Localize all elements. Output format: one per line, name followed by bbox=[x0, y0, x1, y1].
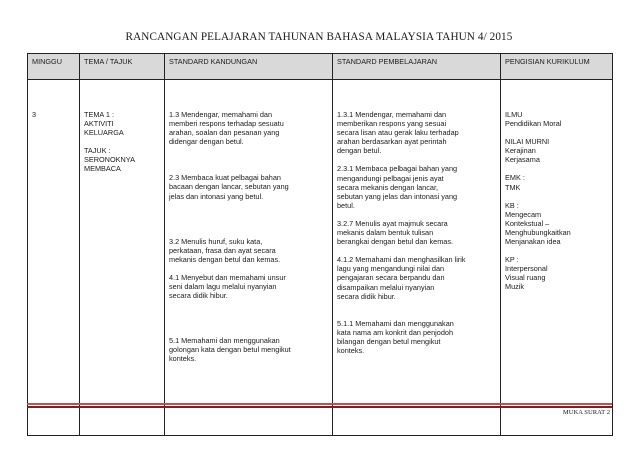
minggu-value: 3 bbox=[32, 110, 37, 119]
sk-line: perkataan, frasa dan ayat secara bbox=[169, 245, 276, 255]
sp-line: dengan betul. bbox=[337, 146, 382, 156]
sk-line: 5.1 Memahami dan menggunakan bbox=[169, 336, 280, 346]
pk-line: Visual ruang bbox=[505, 273, 546, 283]
pk-line: Kerjasama bbox=[505, 155, 540, 165]
cell-minggu bbox=[28, 80, 80, 436]
page-number: MUKA SURAT 2 bbox=[562, 409, 610, 416]
sk-item-1 bbox=[169, 110, 328, 146]
pk-line: EMK : bbox=[505, 173, 525, 183]
sp-item-2 bbox=[337, 164, 496, 209]
pk-line: Menghubungkaitkan bbox=[505, 227, 571, 237]
sp-line: secara mekanis dengan lancar, bbox=[337, 182, 439, 192]
sp-line: 1.3.1 Mendengar, memahami dan bbox=[337, 110, 447, 119]
tajuk-line: SERONOKNYA bbox=[84, 154, 135, 164]
pk-line: Mengecam bbox=[505, 209, 542, 219]
pk-line: KB : bbox=[505, 200, 519, 210]
tajuk-line: TAJUK : bbox=[84, 145, 111, 155]
cell-standard-kandungan bbox=[165, 80, 333, 436]
sk-line: seni dalam lagu melalui nyanyian bbox=[169, 282, 277, 292]
tema-line: TEMA 1 : bbox=[84, 110, 115, 119]
sk-line: 4.1 Menyebut dan memahami unsur bbox=[169, 272, 286, 282]
footer-rule-bottom bbox=[27, 406, 612, 408]
sp-line: disampaikan melalui nyanyian bbox=[337, 282, 435, 292]
page-title: RANCANGAN PELAJARAN TAHUNAN BAHASA MALAYSIA TAHUN 4/ 2015 bbox=[125, 31, 513, 43]
pk-item-kb bbox=[505, 201, 608, 246]
sk-item-2 bbox=[169, 173, 328, 200]
sk-line: golongan kata dengan betul mengikut bbox=[169, 345, 291, 355]
sk-item-5 bbox=[169, 336, 328, 363]
sp-line: 3.2.7 Menulis ayat majmuk secara bbox=[337, 218, 448, 228]
pk-line: Menjanakan idea bbox=[505, 237, 561, 247]
sp-item-1 bbox=[337, 110, 496, 155]
tajuk-line: MEMBACA bbox=[84, 163, 121, 173]
sk-line: jelas dan intonasi yang betul. bbox=[169, 191, 264, 201]
table-row bbox=[28, 80, 613, 436]
sp-line: lagu yang mengandungi nilai dan bbox=[337, 264, 445, 274]
header-tema-tajuk: TEMA / TAJUK bbox=[80, 54, 165, 80]
sk-line: bacaan dengan lancar, sebutan yang bbox=[169, 182, 289, 192]
sp-line: 2.3.1 Membaca pelbagai bahan yang bbox=[337, 164, 458, 174]
table-header-row bbox=[28, 54, 613, 80]
pk-item-nilai-murni bbox=[505, 137, 608, 164]
tema-line: KELUARGA bbox=[84, 128, 124, 138]
sp-line: secara didik hibur. bbox=[337, 291, 396, 301]
sp-line: konteks. bbox=[337, 345, 365, 355]
sk-line: memberi respons terhadap sesuatu bbox=[169, 119, 284, 129]
sk-line: 1.3 Mendengar, memahami dan bbox=[169, 110, 273, 119]
sp-item-4 bbox=[337, 255, 496, 300]
pk-line: ILMU bbox=[505, 110, 523, 119]
pk-item-kp bbox=[505, 255, 608, 291]
pk-line: Interpersonal bbox=[505, 264, 548, 274]
pk-line: NILAI MURNI bbox=[505, 137, 550, 147]
pk-line: TMK bbox=[505, 182, 521, 192]
sk-line: arahan, soalan dan pesanan yang bbox=[169, 128, 280, 138]
sk-item-3 bbox=[169, 237, 328, 264]
sk-line: 2.3 Membaca kuat pelbagai bahan bbox=[169, 173, 281, 183]
sp-line: mekanis dalam bentuk tulisan bbox=[337, 228, 434, 238]
header-standard-kandungan: STANDARD KANDUNGAN bbox=[165, 54, 333, 80]
sp-line: 4.1.2 Memahami dan menghasilkan lirik bbox=[337, 255, 466, 265]
pk-item-emk bbox=[505, 173, 608, 191]
sk-item-4 bbox=[169, 273, 328, 300]
header-minggu: MINGGU bbox=[28, 54, 80, 80]
cell-pengisian-kurikulum bbox=[501, 80, 613, 436]
pk-line: Kontekstual – bbox=[505, 218, 550, 228]
sp-item-5 bbox=[337, 319, 496, 355]
pk-line: Pendidikan Moral bbox=[505, 119, 562, 129]
footer-rule-top bbox=[27, 403, 612, 405]
sp-line: betul. bbox=[337, 200, 355, 210]
sp-line: bilangan dengan betul mengikut bbox=[337, 336, 441, 346]
sk-line: mekanis dengan betul dan kemas. bbox=[169, 254, 281, 264]
lesson-plan-table bbox=[27, 53, 613, 436]
sp-line: pengajaran secara berpandu dan bbox=[337, 273, 445, 283]
sp-item-3 bbox=[337, 219, 496, 246]
sp-line: secara lisan atau gerak laku terhadap bbox=[337, 128, 459, 138]
sp-line: kata nama am konkrit dan penjodoh bbox=[337, 327, 454, 337]
sp-line: 5.1.1 Memahami dan menggunakan bbox=[337, 318, 454, 328]
header-standard-pembelajaran: STANDARD PEMBELAJARAN bbox=[333, 54, 501, 80]
sp-line: sebutan yang jelas dan intonasi yang bbox=[337, 191, 458, 201]
pk-item-ilmu bbox=[505, 110, 608, 128]
sp-line: memberikan respons yang sesuai bbox=[337, 119, 447, 129]
cell-standard-pembelajaran bbox=[333, 80, 501, 436]
sk-line: secara didik hibur. bbox=[169, 291, 228, 301]
pk-line: KP : bbox=[505, 255, 519, 265]
sp-line: berangkai dengan betul dan kemas. bbox=[337, 237, 454, 247]
cell-tema-tajuk bbox=[80, 80, 165, 436]
pk-line: Kerajinan bbox=[505, 146, 536, 156]
pk-line: Muzik bbox=[505, 282, 525, 292]
sk-line: 3.2 Menulis huruf, suku kata, bbox=[169, 236, 263, 246]
sp-line: mengandungi pelbagai jenis ayat bbox=[337, 173, 444, 183]
sp-line: arahan berdasarkan ayat perintah bbox=[337, 137, 447, 147]
sk-line: didengar dengan betul. bbox=[169, 137, 244, 147]
header-pengisian-kurikulum: PENGISIAN KURIKULUM bbox=[501, 54, 613, 80]
sk-line: konteks. bbox=[169, 354, 197, 364]
tema-line: AKTIVITI bbox=[84, 119, 114, 129]
